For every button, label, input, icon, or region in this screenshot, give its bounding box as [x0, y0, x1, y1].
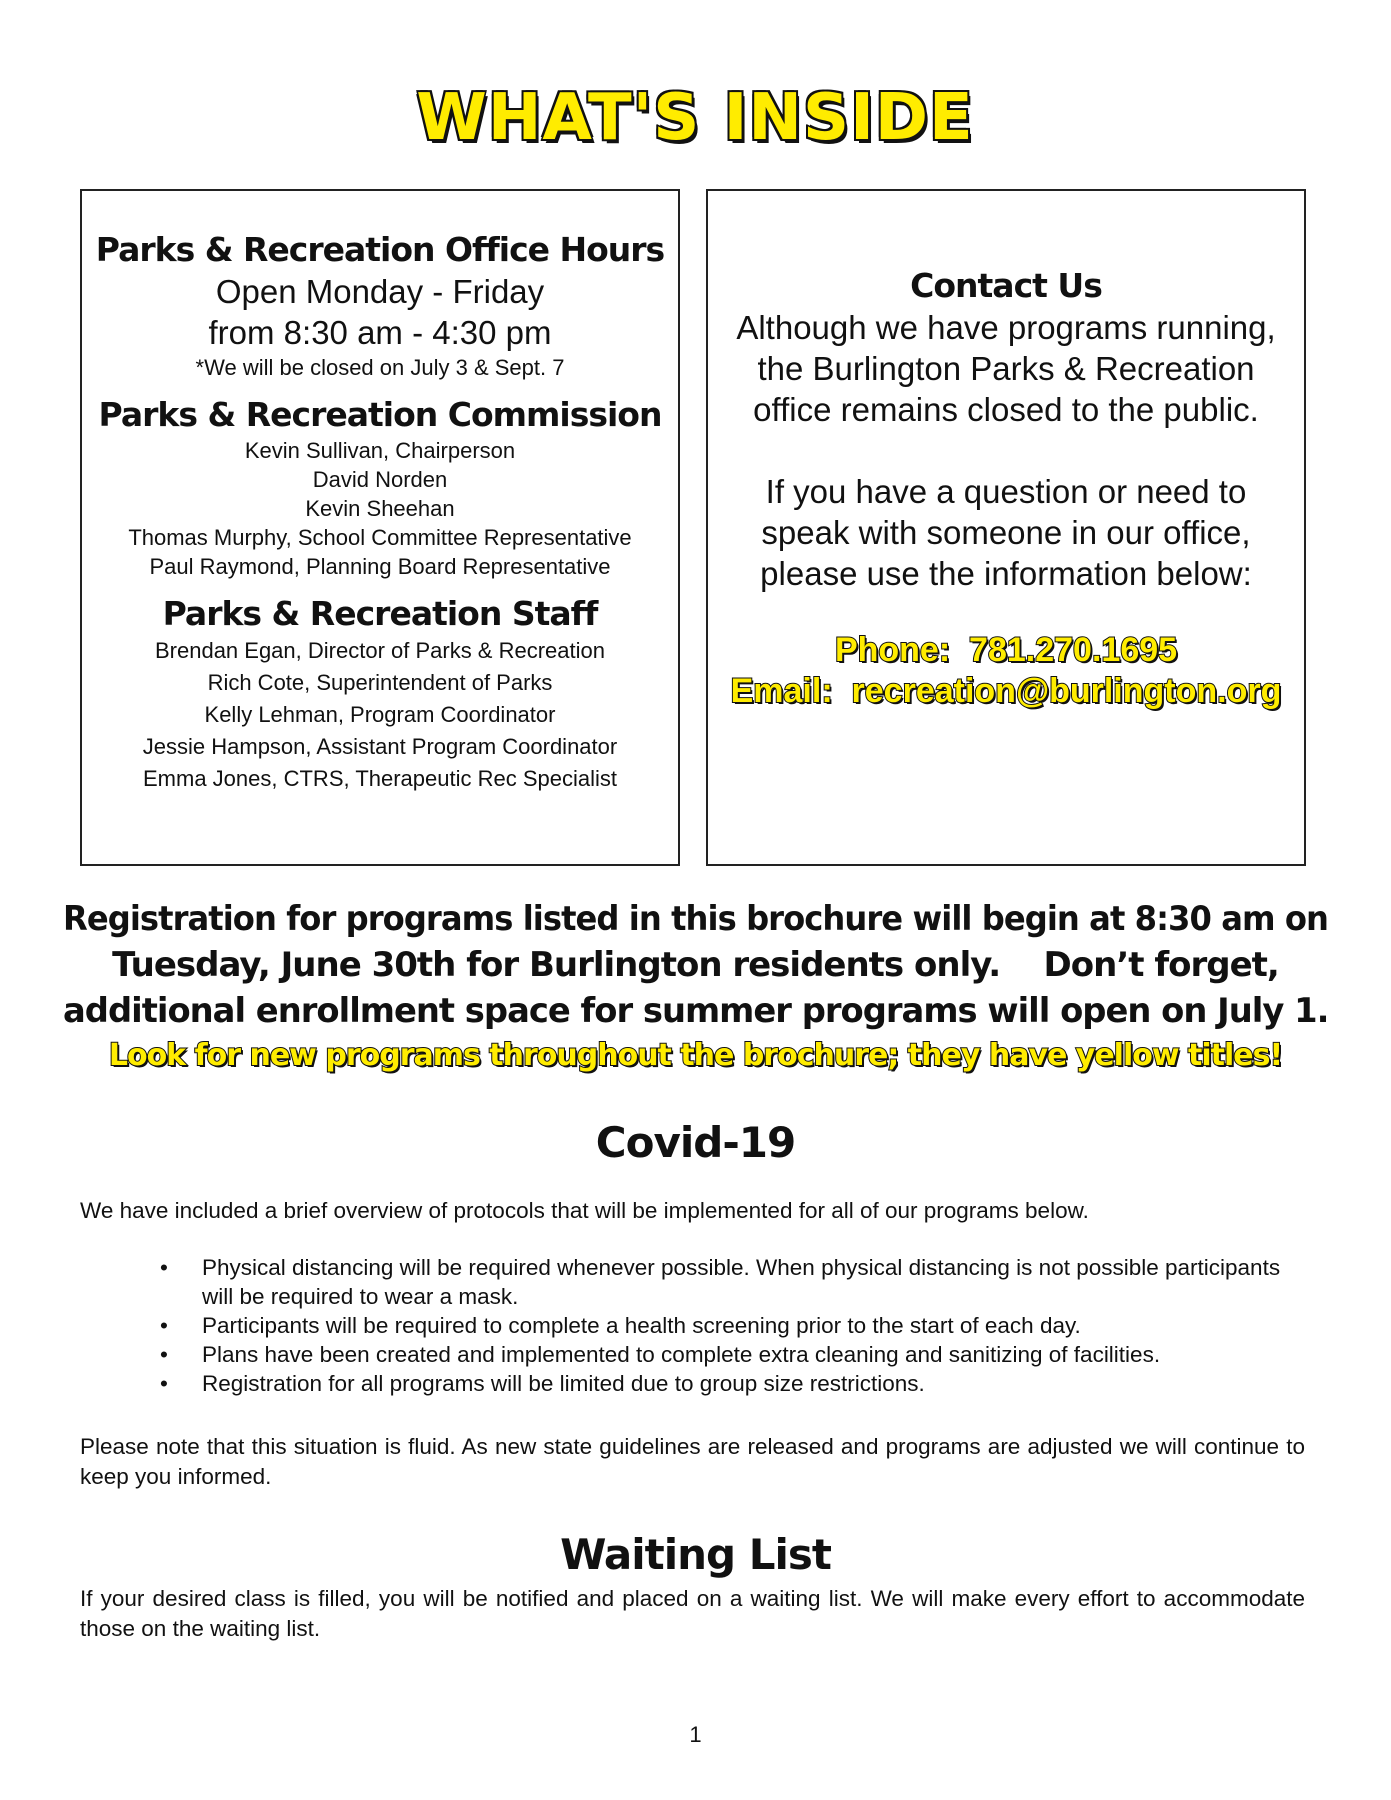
whats-inside-logo: [395, 78, 995, 158]
contact-text: please use the information below:: [760, 555, 1252, 592]
member: David Norden: [312, 467, 448, 492]
registration-line: Tuesday, June 30th for Burlington residents only. Don’t forget,: [112, 945, 1279, 985]
covid-protocol-list: [160, 1253, 1305, 1398]
member: Kevin Sullivan, Chairperson: [244, 438, 516, 463]
list-item: • Participants will be required to complete a health screening prior to the start of each day.: [160, 1311, 1305, 1340]
registration-line: additional enrollment space for summer programs will open on July 1.: [62, 991, 1329, 1031]
covid-intro: We have included a brief overview of protocols that will be implemented for all of our programs below.: [80, 1198, 1089, 1223]
registration-line: Registration for programs listed in this brochure will begin at 8:30 am on: [63, 899, 1328, 939]
covid-note: Please note that this situation is fluid. As new state guidelines are released and programs are adjusted we will continue to keep you informed.: [80, 1434, 1305, 1489]
member: Paul Raymond, Planning Board Representative: [149, 554, 611, 579]
contact-box: [706, 189, 1306, 866]
email-address[interactable]: Email: recreation@burlington.org: [730, 672, 1282, 710]
member: Kevin Sheehan: [305, 496, 455, 521]
info-box: [80, 189, 680, 866]
covid-heading: Covid-19: [595, 1118, 796, 1167]
new-programs-note: Look for new programs throughout the brochure; they have yellow titles!: [108, 1038, 1283, 1073]
contact-text: If you have a question or need to: [765, 473, 1247, 510]
staff-member: Brendan Egan, Director of Parks & Recreation: [154, 638, 605, 663]
closure-note: *We will be closed on July 3 & Sept. 7: [195, 355, 565, 380]
page-number: 1: [689, 1722, 702, 1747]
contact-text: the Burlington Parks & Recreation: [757, 350, 1255, 387]
contact-text: Although we have programs running,: [736, 309, 1276, 346]
staff-member: Jessie Hampson, Assistant Program Coordinator: [142, 734, 618, 759]
member: Thomas Murphy, School Committee Representative: [128, 525, 632, 550]
phone-number: Phone: 781.270.1695: [834, 631, 1178, 669]
contact-text: office remains closed to the public.: [753, 391, 1259, 428]
contact-heading: Contact Us: [910, 266, 1102, 305]
list-item: • Registration for all programs will be limited due to group size restrictions.: [160, 1369, 1305, 1398]
staff-member: Emma Jones, CTRS, Therapeutic Rec Specialist: [143, 766, 617, 791]
staff-member: Rich Cote, Superintendent of Parks: [207, 670, 553, 695]
contact-text: speak with someone in our office,: [761, 514, 1251, 551]
office-hours-heading: Parks & Recreation Office Hours: [95, 230, 665, 269]
registration-notice: [60, 896, 1331, 1034]
hours-line: from 8:30 am - 4:30 pm: [208, 314, 552, 351]
waiting-list-heading: Waiting List: [560, 1530, 831, 1579]
logo-text: WHAT'S INSIDE: [416, 81, 974, 155]
waiting-list-text: If your desired class is filled, you will be notified and placed on a waiting list. We will make every effort to accommodate those on the waiting list.: [80, 1586, 1305, 1641]
hours-line: Open Monday - Friday: [215, 273, 545, 310]
list-item: • Physical distancing will be required whenever possible. When physical distancing is not possible participants will be required to wear a mask.: [160, 1253, 1305, 1311]
commission-heading: Parks & Recreation Commission: [98, 395, 662, 434]
staff-heading: Parks & Recreation Staff: [162, 594, 598, 633]
staff-member: Kelly Lehman, Program Coordinator: [204, 702, 556, 727]
list-item: • Plans have been created and implemented to complete extra cleaning and sanitizing of facilities.: [160, 1340, 1305, 1369]
